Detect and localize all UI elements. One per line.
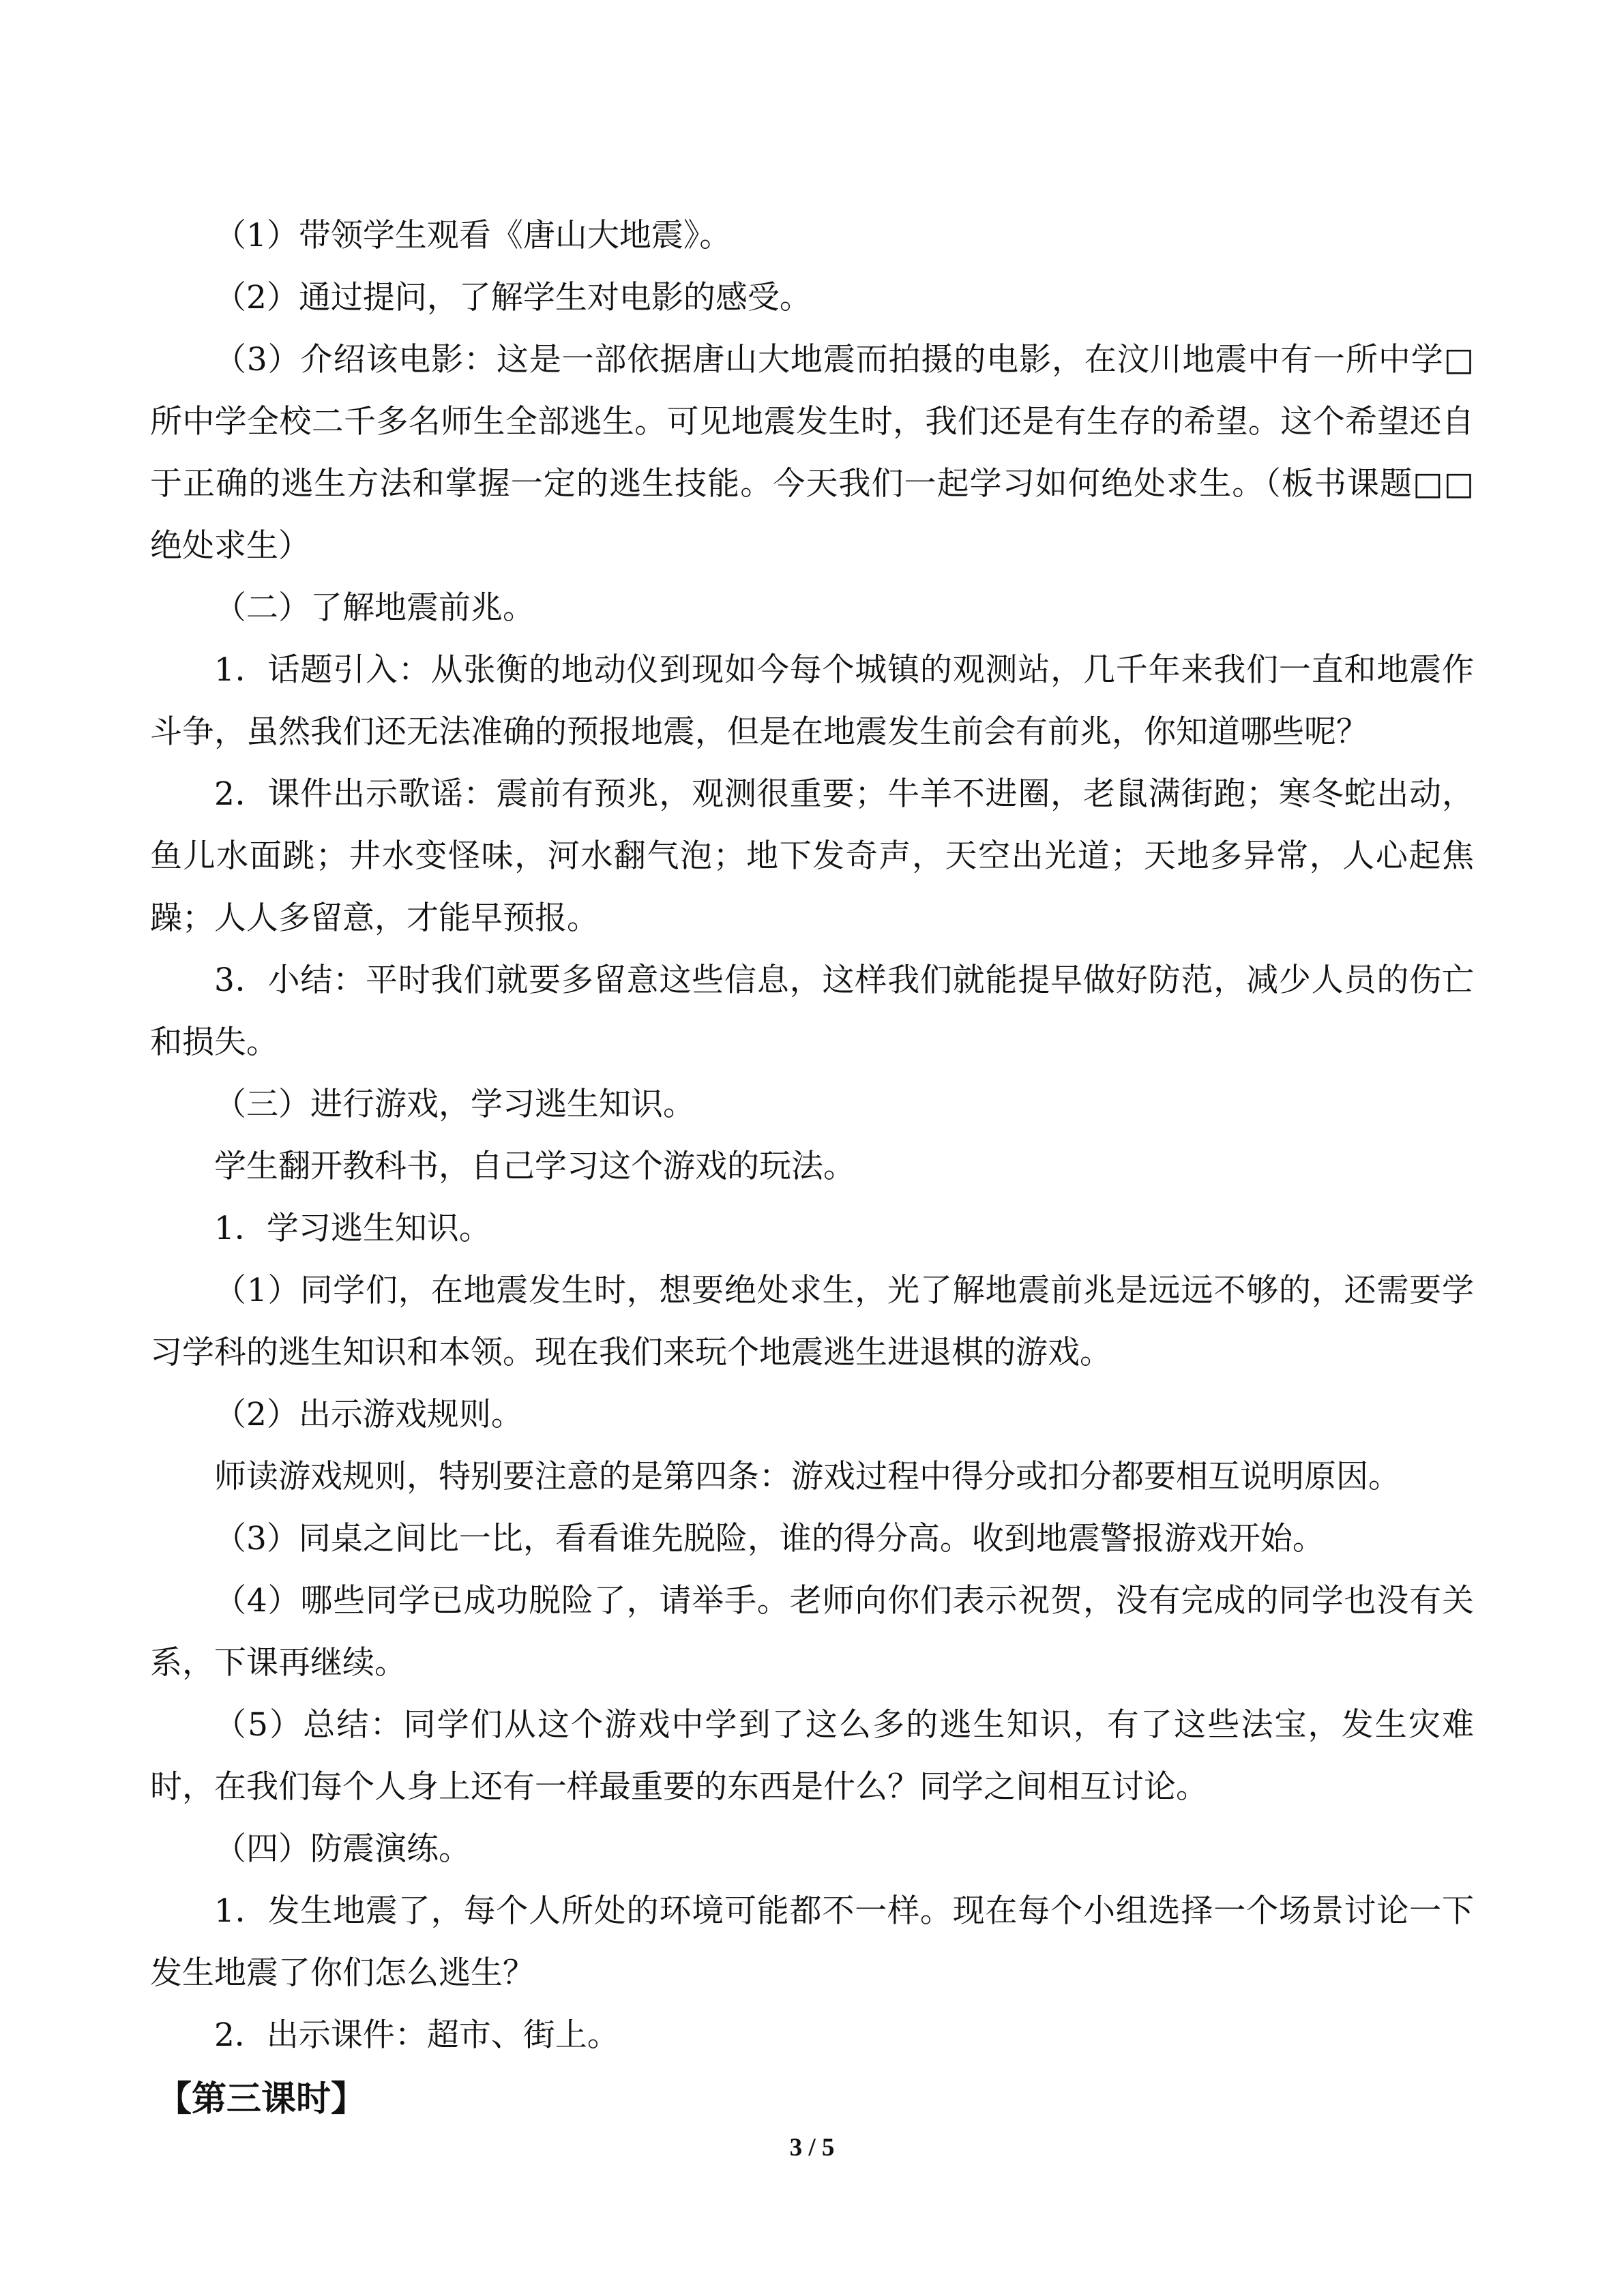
- section-subheading: （四）防震演练。: [214, 1830, 471, 1868]
- paragraph: 1．学习逃生知识。: [214, 1210, 491, 1247]
- paragraph: 1．话题引入：从张衡的地动仪到现如今每个城镇的观测站，几千年来我们一直和地震作斗争，虽然我们还无法准确的预报地震，但是在地震发生前会有前兆，你知道哪些呢？: [150, 651, 1474, 751]
- page-number: 3 / 5: [789, 2134, 835, 2162]
- paragraph: （1）同学们，在地震发生时，想要绝处求生，光了解地震前兆是远远不够的，还需要学习学科的逃生知识和本领。现在我们来玩个地震逃生进退棋的游戏。: [150, 1272, 1474, 1371]
- paragraph: （1）带领学生观看《唐山大地震》。: [214, 217, 732, 254]
- paragraph: 2．出示课件：超市、街上。: [214, 2016, 619, 2054]
- paragraph: 2．课件出示歌谣：震前有预兆，观测很重要；牛羊不进圈，老鼠满街跑；寒冬蛇出动，鱼儿水面跳；井水变怪味，河水翻气泡；地下发奇声，天空出光道；天地多异常，人心起焦躁；人人多留意，才能早预报。: [150, 775, 1474, 937]
- paragraph: （3）介绍该电影：这是一部依据唐山大地震而拍摄的电影，在汶川地震中有一所中学□所中学全校二千多名师生全部逃生。可见地震发生时，我们还是有生存的希望。这个希望还自于正确的逃生方法和掌握一定的逃生技能。今天我们一起学习如何绝处求生。（板书课题□□绝处求生）: [150, 341, 1474, 565]
- paragraph: （2）出示游戏规则。: [214, 1396, 523, 1433]
- paragraph: （3）同桌之间比一比，看看谁先脱险，谁的得分高。收到地震警报游戏开始。: [214, 1520, 1325, 1557]
- document-body: [150, 205, 1474, 2132]
- paragraph: 学生翻开教科书，自己学习这个游戏的玩法。: [214, 1148, 855, 1185]
- paragraph: 师读游戏规则，特别要注意的是第四条：游戏过程中得分或扣分都要相互说明原因。: [214, 1458, 1400, 1495]
- paragraph: 3．小结：平时我们就要多留意这些信息，这样我们就能提早做好防范，减少人员的伤亡和损失。: [150, 961, 1474, 1061]
- paragraph: （4）哪些同学已成功脱险了，请举手。老师向你们表示祝贺，没有完成的同学也没有关系，下课再继续。: [150, 1582, 1474, 1682]
- paragraph: 1．发生地震了，每个人所处的环境可能都不一样。现在每个小组选择一个场景讨论一下发生地震了你们怎么逃生？: [150, 1892, 1474, 1992]
- lesson-heading: 【第三课时】: [157, 2078, 366, 2119]
- section-subheading: （三）进行游戏，学习逃生知识。: [214, 1086, 695, 1123]
- section-subheading: （二）了解地震前兆。: [214, 589, 535, 627]
- paragraph: （2）通过提问，了解学生对电影的感受。: [214, 279, 812, 316]
- paragraph: （5）总结：同学们从这个游戏中学到了这么多的逃生知识，有了这些法宝，发生灾难时，在我们每个人身上还有一样最重要的东西是什么？同学之间相互讨论。: [150, 1706, 1474, 1806]
